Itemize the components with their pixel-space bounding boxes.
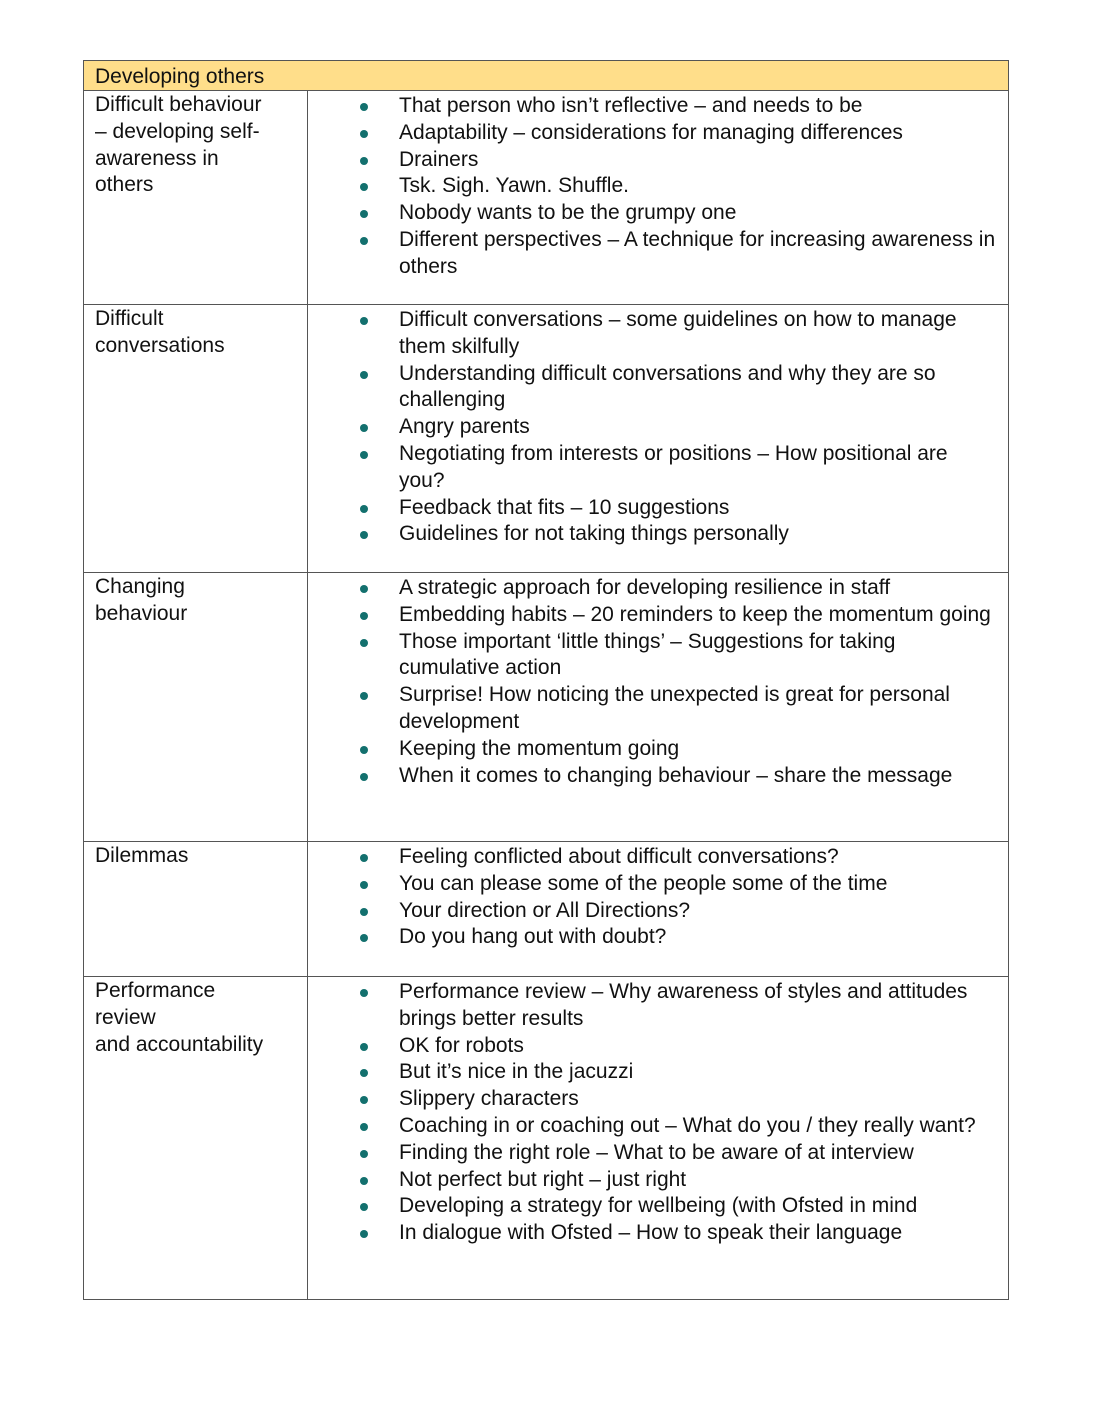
list-item: [308, 871, 997, 898]
items-cell: [308, 91, 1009, 305]
topic-line: awareness in: [95, 146, 219, 170]
list-item-text: In dialogue with Ofsted – How to speak their language: [399, 1221, 903, 1245]
bullet-icon: [360, 1177, 368, 1185]
list-item: [308, 1033, 997, 1060]
bullet-icon: [360, 424, 368, 432]
table-row: [84, 842, 1009, 977]
topic-line: Difficult: [95, 307, 164, 330]
bullet-icon: [360, 1150, 368, 1158]
list-item-text: Your direction or All Directions?: [399, 898, 691, 922]
list-item: [308, 898, 997, 925]
topic-cell: [84, 305, 308, 573]
list-item: [308, 629, 997, 683]
bullet-icon: [360, 317, 368, 325]
list-item-text: Guidelines for not taking things personally: [399, 522, 789, 546]
topic-cell: [84, 977, 308, 1300]
list-item: [308, 844, 997, 871]
list-item: [308, 1140, 997, 1167]
list-item: [308, 682, 997, 736]
list-item-text: Not perfect but right – just right: [399, 1167, 687, 1191]
topic-cell: [84, 842, 308, 977]
list-item: [308, 736, 997, 763]
bullet-icon: [360, 1230, 368, 1238]
list-item: [308, 1193, 997, 1220]
bullet-icon: [360, 210, 368, 218]
table-row: [84, 305, 1009, 573]
bullet-list: [308, 979, 997, 1247]
bullet-icon: [360, 1123, 368, 1131]
list-item: [308, 120, 997, 147]
list-item: [308, 763, 997, 790]
list-item-text: Negotiating from interests or positions – How positional are you?: [399, 441, 948, 492]
list-item: [308, 924, 997, 951]
topic-line: and accountability: [95, 1032, 264, 1056]
bullet-icon: [360, 103, 368, 111]
topic-line: – developing self-: [95, 119, 260, 143]
list-item: [308, 414, 997, 441]
items-cell: [308, 842, 1009, 977]
topic-line: others: [95, 173, 154, 197]
table-row: [84, 91, 1009, 305]
bullet-icon: [360, 854, 368, 862]
bullet-icon: [360, 881, 368, 889]
bullet-list: [308, 93, 997, 281]
developing-others-table: [83, 60, 1009, 1300]
list-item-text: Developing a strategy for wellbeing (with Ofsted in mind: [399, 1194, 918, 1218]
list-item: [308, 361, 997, 415]
bullet-icon: [360, 1043, 368, 1051]
list-item: [308, 1113, 997, 1140]
topic-line: Difficult behaviour: [95, 93, 262, 116]
bullet-icon: [360, 505, 368, 513]
list-item-text: Keeping the momentum going: [399, 736, 680, 760]
list-item-text: Feedback that fits – 10 suggestions: [399, 495, 730, 519]
list-item-text: You can please some of the people some of the time: [399, 871, 888, 895]
table-row: [84, 977, 1009, 1300]
list-item-text: That person who isn’t reflective – and needs to be: [399, 94, 863, 117]
bullet-icon: [360, 692, 368, 700]
list-item-text: Feeling conflicted about difficult conversations?: [399, 845, 839, 868]
table-title: Developing others: [84, 61, 1009, 91]
bullet-icon: [360, 585, 368, 593]
list-item-text: Drainers: [399, 147, 479, 171]
topic-line: Changing: [95, 575, 185, 598]
bullet-icon: [360, 908, 368, 916]
topic-cell: [84, 91, 308, 305]
list-item-text: Performance review – Why awareness of styles and attitudes brings better results: [399, 980, 968, 1030]
bullet-icon: [360, 989, 368, 997]
bullet-list: [308, 307, 997, 548]
list-item: [308, 1220, 997, 1247]
bullet-icon: [360, 237, 368, 245]
list-item-text: Slippery characters: [399, 1087, 579, 1111]
list-item: [308, 1167, 997, 1194]
bullet-icon: [360, 371, 368, 379]
bullet-icon: [360, 746, 368, 754]
header-row: [84, 61, 1009, 91]
topic-line: review: [95, 1005, 156, 1029]
items-cell: [308, 305, 1009, 573]
bullet-icon: [360, 1203, 368, 1211]
topic-line: conversations: [95, 333, 225, 357]
list-item-text: Finding the right role – What to be aware of at interview: [399, 1140, 914, 1164]
list-item-text: Understanding difficult conversations and why they are so challenging: [399, 361, 936, 412]
bullet-list: [308, 575, 997, 789]
list-item-text: But it’s nice in the jacuzzi: [399, 1060, 634, 1084]
bullet-icon: [360, 1069, 368, 1077]
topic-cell: [84, 573, 308, 842]
list-item-text: Embedding habits – 20 reminders to keep the momentum going: [399, 602, 991, 626]
list-item-text: Angry parents: [399, 415, 530, 439]
bullet-icon: [360, 451, 368, 459]
list-item: [308, 1059, 997, 1086]
list-item: [308, 93, 997, 120]
list-item: [308, 602, 997, 629]
bullet-icon: [360, 183, 368, 191]
list-item-text: Nobody wants to be the grumpy one: [399, 201, 737, 225]
list-item-text: Coaching in or coaching out – What do you / they really want?: [399, 1113, 976, 1137]
bullet-icon: [360, 531, 368, 539]
list-item: [308, 307, 997, 361]
items-cell: [308, 977, 1009, 1300]
list-item-text: Adaptability – considerations for managing differences: [399, 120, 903, 144]
list-item: [308, 147, 997, 174]
list-item: [308, 979, 997, 1033]
list-item: [308, 495, 997, 522]
list-item: [308, 173, 997, 200]
items-cell: [308, 573, 1009, 842]
list-item: [308, 227, 997, 281]
list-item-text: A strategic approach for developing resilience in staff: [399, 576, 891, 599]
bullet-icon: [360, 934, 368, 942]
table-row: [84, 573, 1009, 842]
list-item-text: When it comes to changing behaviour – share the message: [399, 763, 953, 787]
topic-line: behaviour: [95, 601, 188, 625]
bullet-icon: [360, 1096, 368, 1104]
bullet-icon: [360, 773, 368, 781]
list-item-text: OK for robots: [399, 1033, 524, 1057]
list-item-text: Those important ‘little things’ – Suggestions for taking cumulative action: [399, 629, 896, 680]
list-item-text: Difficult conversations – some guidelines on how to manage them skilfully: [399, 308, 957, 358]
bullet-list: [308, 844, 997, 951]
list-item: [308, 200, 997, 227]
bullet-icon: [360, 130, 368, 138]
bullet-icon: [360, 612, 368, 620]
list-item: [308, 575, 997, 602]
list-item-text: Tsk. Sigh. Yawn. Shuffle.: [399, 174, 629, 198]
list-item-text: Different perspectives – A technique for increasing awareness in others: [399, 227, 996, 278]
bullet-icon: [360, 639, 368, 647]
list-item-text: Surprise! How noticing the unexpected is great for personal development: [399, 683, 950, 733]
list-item: [308, 521, 997, 548]
list-item: [308, 441, 997, 495]
list-item-text: Do you hang out with doubt?: [399, 925, 667, 949]
topic-line: Performance: [95, 979, 216, 1002]
list-item: [308, 1086, 997, 1113]
topic-line: Dilemmas: [95, 844, 189, 867]
bullet-icon: [360, 157, 368, 165]
